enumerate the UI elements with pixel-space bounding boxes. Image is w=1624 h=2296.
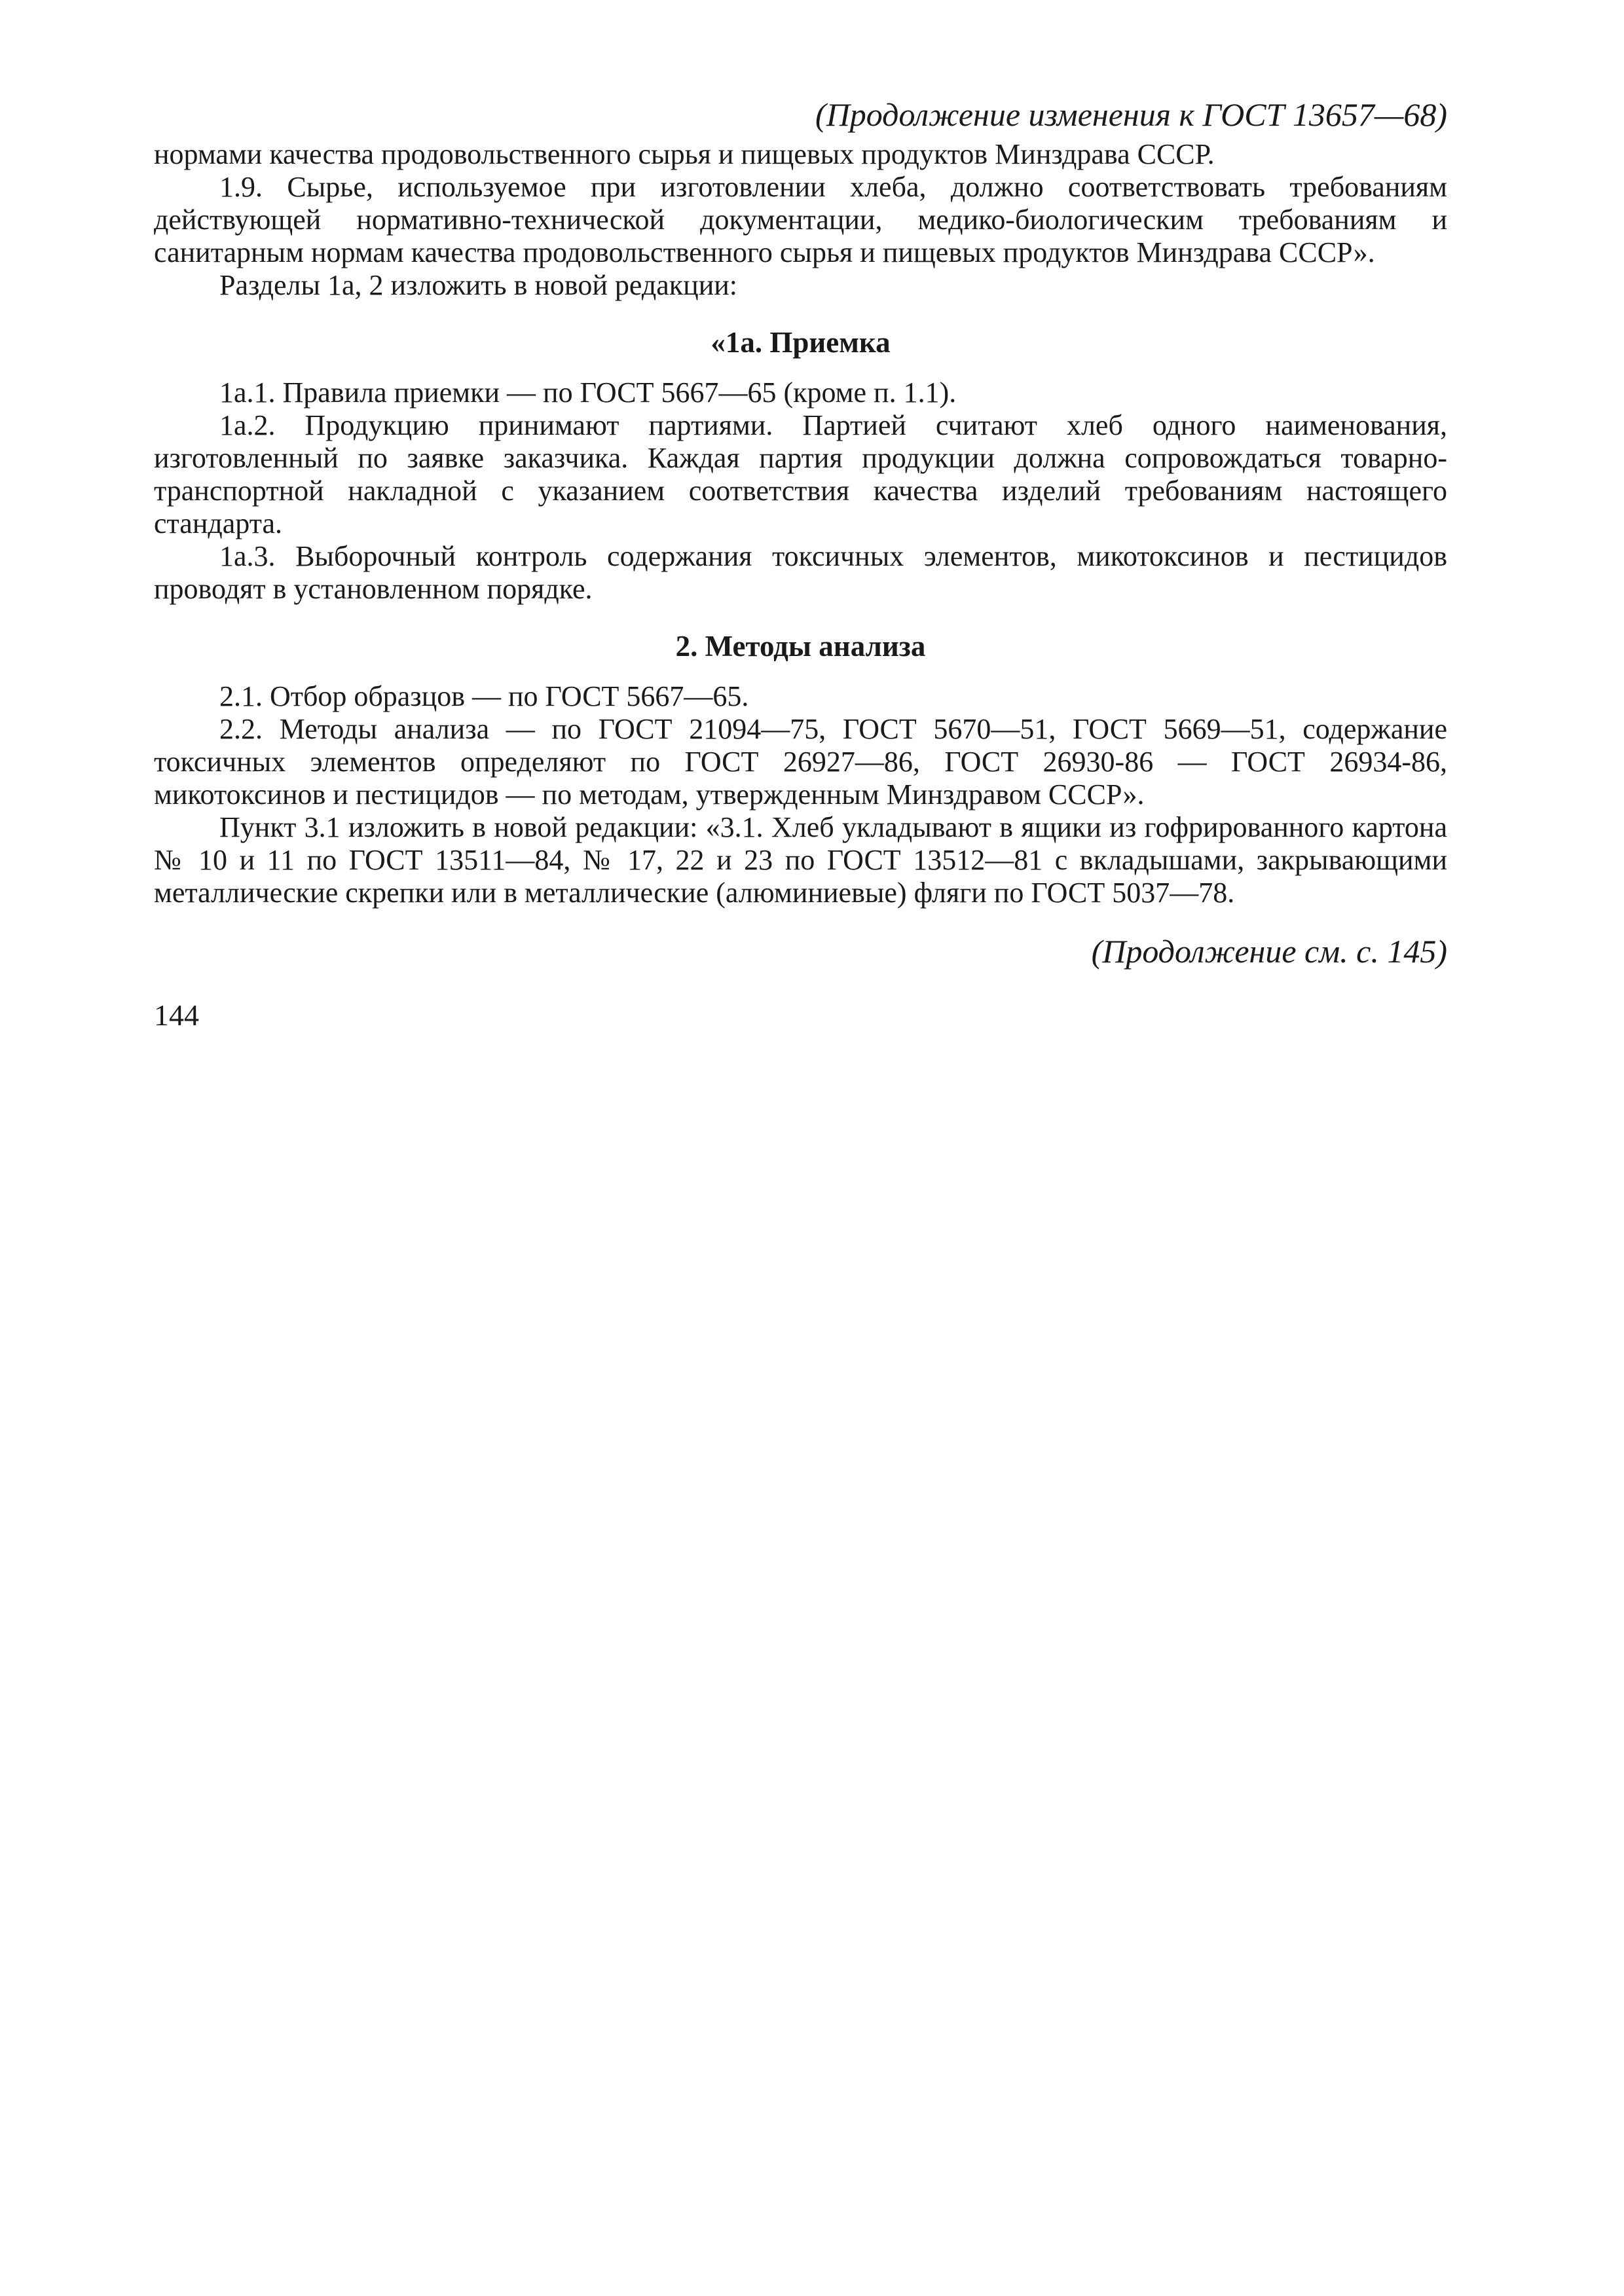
running-header: (Продолжение изменения к ГОСТ 13657—68) bbox=[815, 96, 1447, 133]
paragraph-2-1: 2.1. Отбор образцов — по ГОСТ 5667—65. bbox=[219, 680, 749, 712]
paragraph-2-2: 2.2. Методы анализа — по ГОСТ 21094—75, ГОСТ 5670—51, ГОСТ 5669—51, содержание токсичных элементов определяют по ГОСТ 26927—86, ГОСТ 26930-86 — ГОСТ 26934-86, микотоксинов и пестицидов — по методам, утвержденным Минздравом СССР». bbox=[154, 713, 1447, 811]
paragraph-1a-2: 1а.2. Продукцию принимают партиями. Партией считают хлеб одного наименования, изготовленный по заявке заказчика. Каждая партия продукции должна сопровождаться товарно-транспортной накладной с указанием соответствия качества изделий требованиям настоящего стандарта. bbox=[154, 409, 1447, 539]
section-heading-acceptance: «1а. Приемка bbox=[710, 326, 891, 359]
paragraph-1a-1: 1а.1. Правила приемки — по ГОСТ 5667—65 (кроме п. 1.1). bbox=[219, 376, 957, 409]
section-heading-analysis-methods: 2. Методы анализа bbox=[675, 630, 926, 663]
page-number: 144 bbox=[154, 998, 199, 1032]
continuation-note: (Продолжение см. с. 145) bbox=[1091, 933, 1447, 970]
paragraph-3-1: Пункт 3.1 изложить в новой редакции: «3.1. Хлеб укладывают в ящики из гофрированного картона № 10 и 11 по ГОСТ 13511—84, № 17, 22 и 23 по ГОСТ 13512—81 с вкладышами, закрывающими металлические скрепки или в металлические (алюминиевые) фляги по ГОСТ 5037—78. bbox=[154, 811, 1447, 909]
paragraph-1-9: 1.9. Сырье, используемое при изготовлении хлеба, должно соответствовать требованиям действующей нормативно-технической документации, медико-биологическим требованиям и санитарным нормам качества продовольственного сырья и пищевых продуктов Минздрава СССР». bbox=[154, 171, 1447, 268]
paragraph-1a-3: 1а.3. Выборочный контроль содержания токсичных элементов, микотоксинов и пестицидов проводят в установленном порядке. bbox=[154, 540, 1447, 605]
document-page bbox=[154, 95, 1447, 1034]
paragraph-continuation: нормами качества продовольственного сырья и пищевых продуктов Минздрава СССР. bbox=[154, 138, 1215, 170]
paragraph-sections-intro: Разделы 1а, 2 изложить в новой редакции: bbox=[219, 269, 738, 301]
